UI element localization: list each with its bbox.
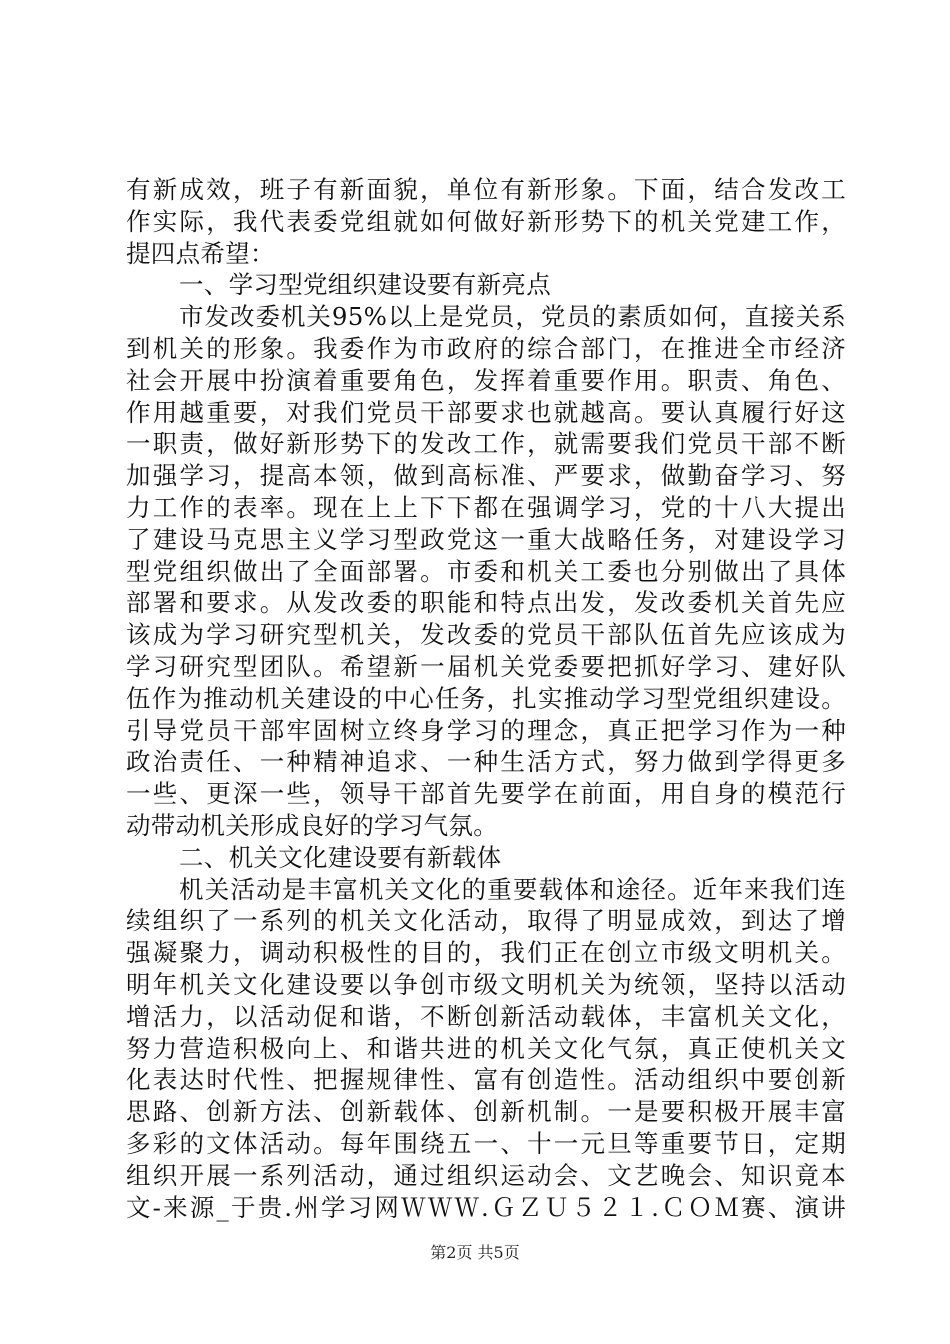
text-line: 思路、创新方法、创新载体、创新机制。一是要积极开展丰富 (126, 1097, 846, 1127)
text-line: 文-来源_于贵.州学习网ＷＷＷ.ＧＺＵ５２１.ＣＯＭ赛、演讲 (126, 1192, 846, 1222)
text-line: 部署和要求。从发改委的职能和特点出发，发改委机关首先应 (126, 588, 846, 618)
page-footer (0, 1240, 950, 1263)
section-heading: 二、机关文化建设要有新载体 (179, 842, 502, 872)
text-line: 该成为学习研究型机关，发改委的党员干部队伍首先应该成为 (126, 620, 846, 650)
section-heading: 一、学习型党组织建设要有新亮点 (179, 270, 551, 300)
text-line: 加强学习，提高本领，做到高标准、严要求，做勤奋学习、努 (126, 461, 846, 491)
text-line: 强凝聚力，调动积极性的目的，我们正在创立市级文明机关。 (126, 938, 846, 968)
text-line: 化表达时代性、把握规律性、富有创造性。活动组织中要创新 (126, 1065, 846, 1095)
text-line: 了建设马克思主义学习型政党这一重大战略任务，对建设学习 (126, 524, 846, 554)
text-line: 型党组织做出了全面部署。市委和机关工委也分别做出了具体 (126, 556, 846, 586)
text-line: 市发改委机关95%以上是党员，党员的素质如何，直接关系 (179, 302, 846, 332)
text-line: 多彩的文体活动。每年围绕五一、十一元旦等重要节日，定期 (126, 1128, 846, 1158)
text-line: 增活力，以活动促和谐，不断创新活动载体，丰富机关文化， (126, 1001, 846, 1031)
text-line: 续组织了一系列的机关文化活动，取得了明显成效，到达了增 (126, 906, 846, 936)
text-line: 力工作的表率。现在上上下下都在强调学习，党的十八大提出 (126, 492, 846, 522)
text-line: 一职责，做好新形势下的发改工作，就需要我们党员干部不断 (126, 429, 846, 459)
text-line: 一些、更深一些，领导干部首先要学在前面，用自身的模范行 (126, 779, 846, 809)
text-line: 引导党员干部牢固树立终身学习的理念，真正把学习作为一种 (126, 715, 846, 745)
text-line: 努力营造积极向上、和谐共进的机关文化气氛，真正使机关文 (126, 1033, 846, 1063)
text-line: 明年机关文化建设要以争创市级文明机关为统领，坚持以活动 (126, 969, 846, 999)
text-line: 有新成效，班子有新面貌，单位有新形象。下面，结合发改工 (126, 175, 846, 204)
text-line: 伍作为推动机关建设的中心任务，扎实推动学习型党组织建设。 (126, 683, 846, 713)
text-line: 学习研究型团队。希望新一届机关党委要把抓好学习、建好队 (126, 651, 846, 681)
text-line: 到机关的形象。我委作为市政府的综合部门，在推进全市经济 (126, 333, 846, 363)
text-line: 作用越重要，对我们党员干部要求也就越高。要认真履行好这 (126, 397, 846, 427)
text-line: 组织开展一系列活动，通过组织运动会、文艺晚会、知识竟本 (126, 1160, 846, 1190)
text-line: 政治责任、一种精神追求、一种生活方式，努力做到学得更多 (126, 747, 846, 777)
page-number: 第2页 共5页 (430, 1243, 520, 1262)
text-line: 社会开展中扮演着重要角色，发挥着重要作用。职责、角色、 (126, 365, 846, 395)
text-line: 机关活动是丰富机关文化的重要载体和途径。近年来我们连 (179, 874, 846, 904)
text-line: 提四点希望： (126, 238, 275, 268)
text-line: 作实际，我代表委党组就如何做好新形势下的机关党建工作， (126, 206, 846, 236)
document-body (126, 174, 846, 1223)
text-line: 动带动机关形成良好的学习气氛。 (126, 810, 498, 840)
